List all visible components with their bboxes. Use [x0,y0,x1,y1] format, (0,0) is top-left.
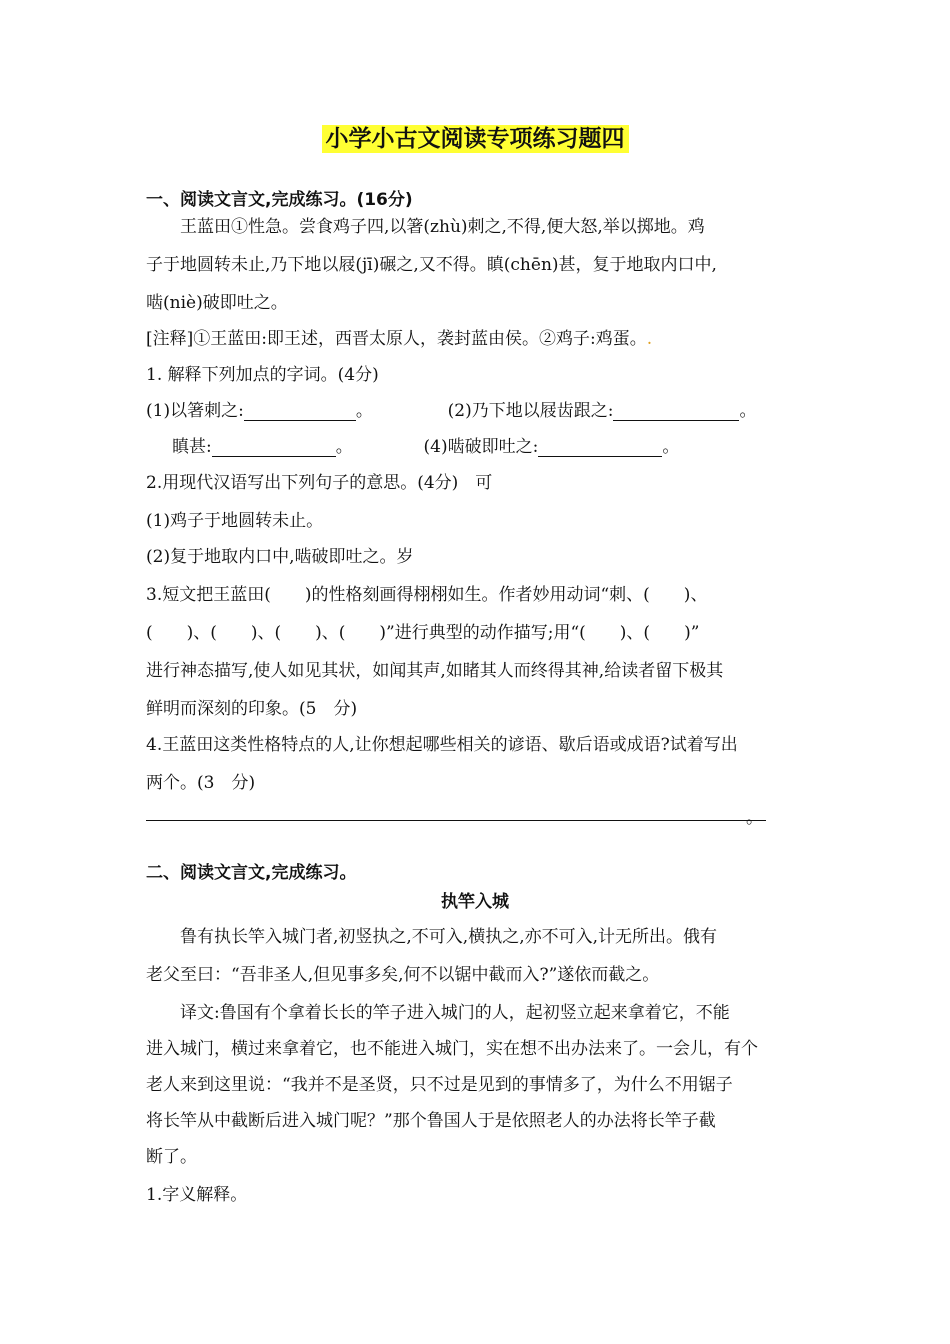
q2-item-1: (1)鸡子于地圆转未止。 [146,511,324,531]
q1-d-answer-blank[interactable] [538,438,662,457]
passage2-line-1: 鲁有执长竿入城门者,初竖执之,不可入,横执之,亦不可入,计无所出。俄有 [180,927,718,947]
translation-line-4: 将长竿从中截断后进入城门呢？”那个鲁国人于是依照老人的办法将长竿子截 [146,1111,716,1131]
passage1-line-1: 王蓝田①性急。尝食鸡子四,以箸(zhù)刺之,不得,便大怒,举以掷地。鸡 [180,217,705,237]
q1-d-label: (4)啮破即吐之: [423,437,539,457]
passage2-line-2: 老父至曰：“吾非圣人,但见事多矣,何不以锯中截而入?”遂依而截之。 [146,965,660,985]
q3-line-3: 进行神态描写,使人如见其状，如闻其声,如睹其人而终得其神,给读者留下极其 [146,661,724,681]
passage1-line-3: 啮(niè)破即吐之。 [146,293,288,313]
q1-b-answer-blank[interactable] [613,402,739,421]
q1-c-answer-blank[interactable] [212,438,336,457]
q4-line-1: 4.王蓝田这类性格特点的人,让你想起哪些相关的谚语、歇后语或成语?试着写出 [146,735,738,755]
story-title: 执竿入城 [441,892,509,912]
q4-line-2: 两个。(3 分) [146,773,256,793]
q2-prompt: 2.用现代汉语写出下列句子的意思。(4分) 可 [146,473,493,493]
q1-a-end: 。 [355,401,373,421]
q2-item-2: (2)复于地取内口中,啮破即吐之。岁 [146,547,414,567]
q1-a-answer-blank[interactable] [244,402,356,421]
q1-a-label: (1)以箸刺之: [146,401,244,421]
page-title-text: 小学小古文阅读专项练习题四 [322,125,629,153]
translation-line-5: 断了。 [146,1147,197,1167]
passage1-note-text: [注释]①王蓝田:即王述，西晋太原人，袭封蓝由侯。②鸡子:鸡蛋。 [146,329,647,349]
q1-b-label: (2)乃下地以屐齿跟之: [447,401,614,421]
q1-row-1 [146,396,826,421]
translation-line-3: 老人来到这里说：“我并不是圣贤，只不过是见到的事情多了，为什么不用锯子 [146,1075,733,1095]
q4-answer-end: 。 [746,808,763,828]
passage1-line-2: 子于地圆转未止,乃下地以屐(jī)碾之,又不得。瞋(chēn)甚，复于地取内口中, [146,255,717,275]
page-title [0,120,950,153]
section2-q1: 1.字义解释。 [146,1185,248,1205]
translation-line-2: 进入城门，横过来拿着它，也不能进入城门，实在想不出办法来了。一会儿，有个 [146,1039,758,1059]
orange-mark-icon: . [646,329,653,349]
passage1-note [146,324,826,349]
q4-answer-line[interactable] [146,818,766,821]
q1-b-end: 。 [739,401,757,421]
section1-heading: 一、阅读文言文,完成练习。(16分) [146,190,413,210]
q1-c-label: 瞋甚: [172,437,212,457]
translation-line-1: 译文:鲁国有个拿着长长的竿子进入城门的人，起初竖立起来拿着它，不能 [180,1003,730,1023]
q3-line-2: ( )、( )、( )、( )”进行典型的动作描写;用“( )、( )” [146,623,700,643]
q1-d-end: 。 [662,437,680,457]
q3-line-1: 3.短文把王蓝田( )的性格刻画得栩栩如生。作者妙用动词“刺、( )、 [146,585,708,605]
q1-row-2 [172,432,852,457]
q1-c-end: 。 [335,437,353,457]
q3-line-4: 鲜明而深刻的印象。(5 分) [146,699,358,719]
section2-heading: 二、阅读文言文,完成练习。 [146,863,357,883]
q1-prompt: 1. 解释下列加点的字词。(4分) [146,365,379,385]
